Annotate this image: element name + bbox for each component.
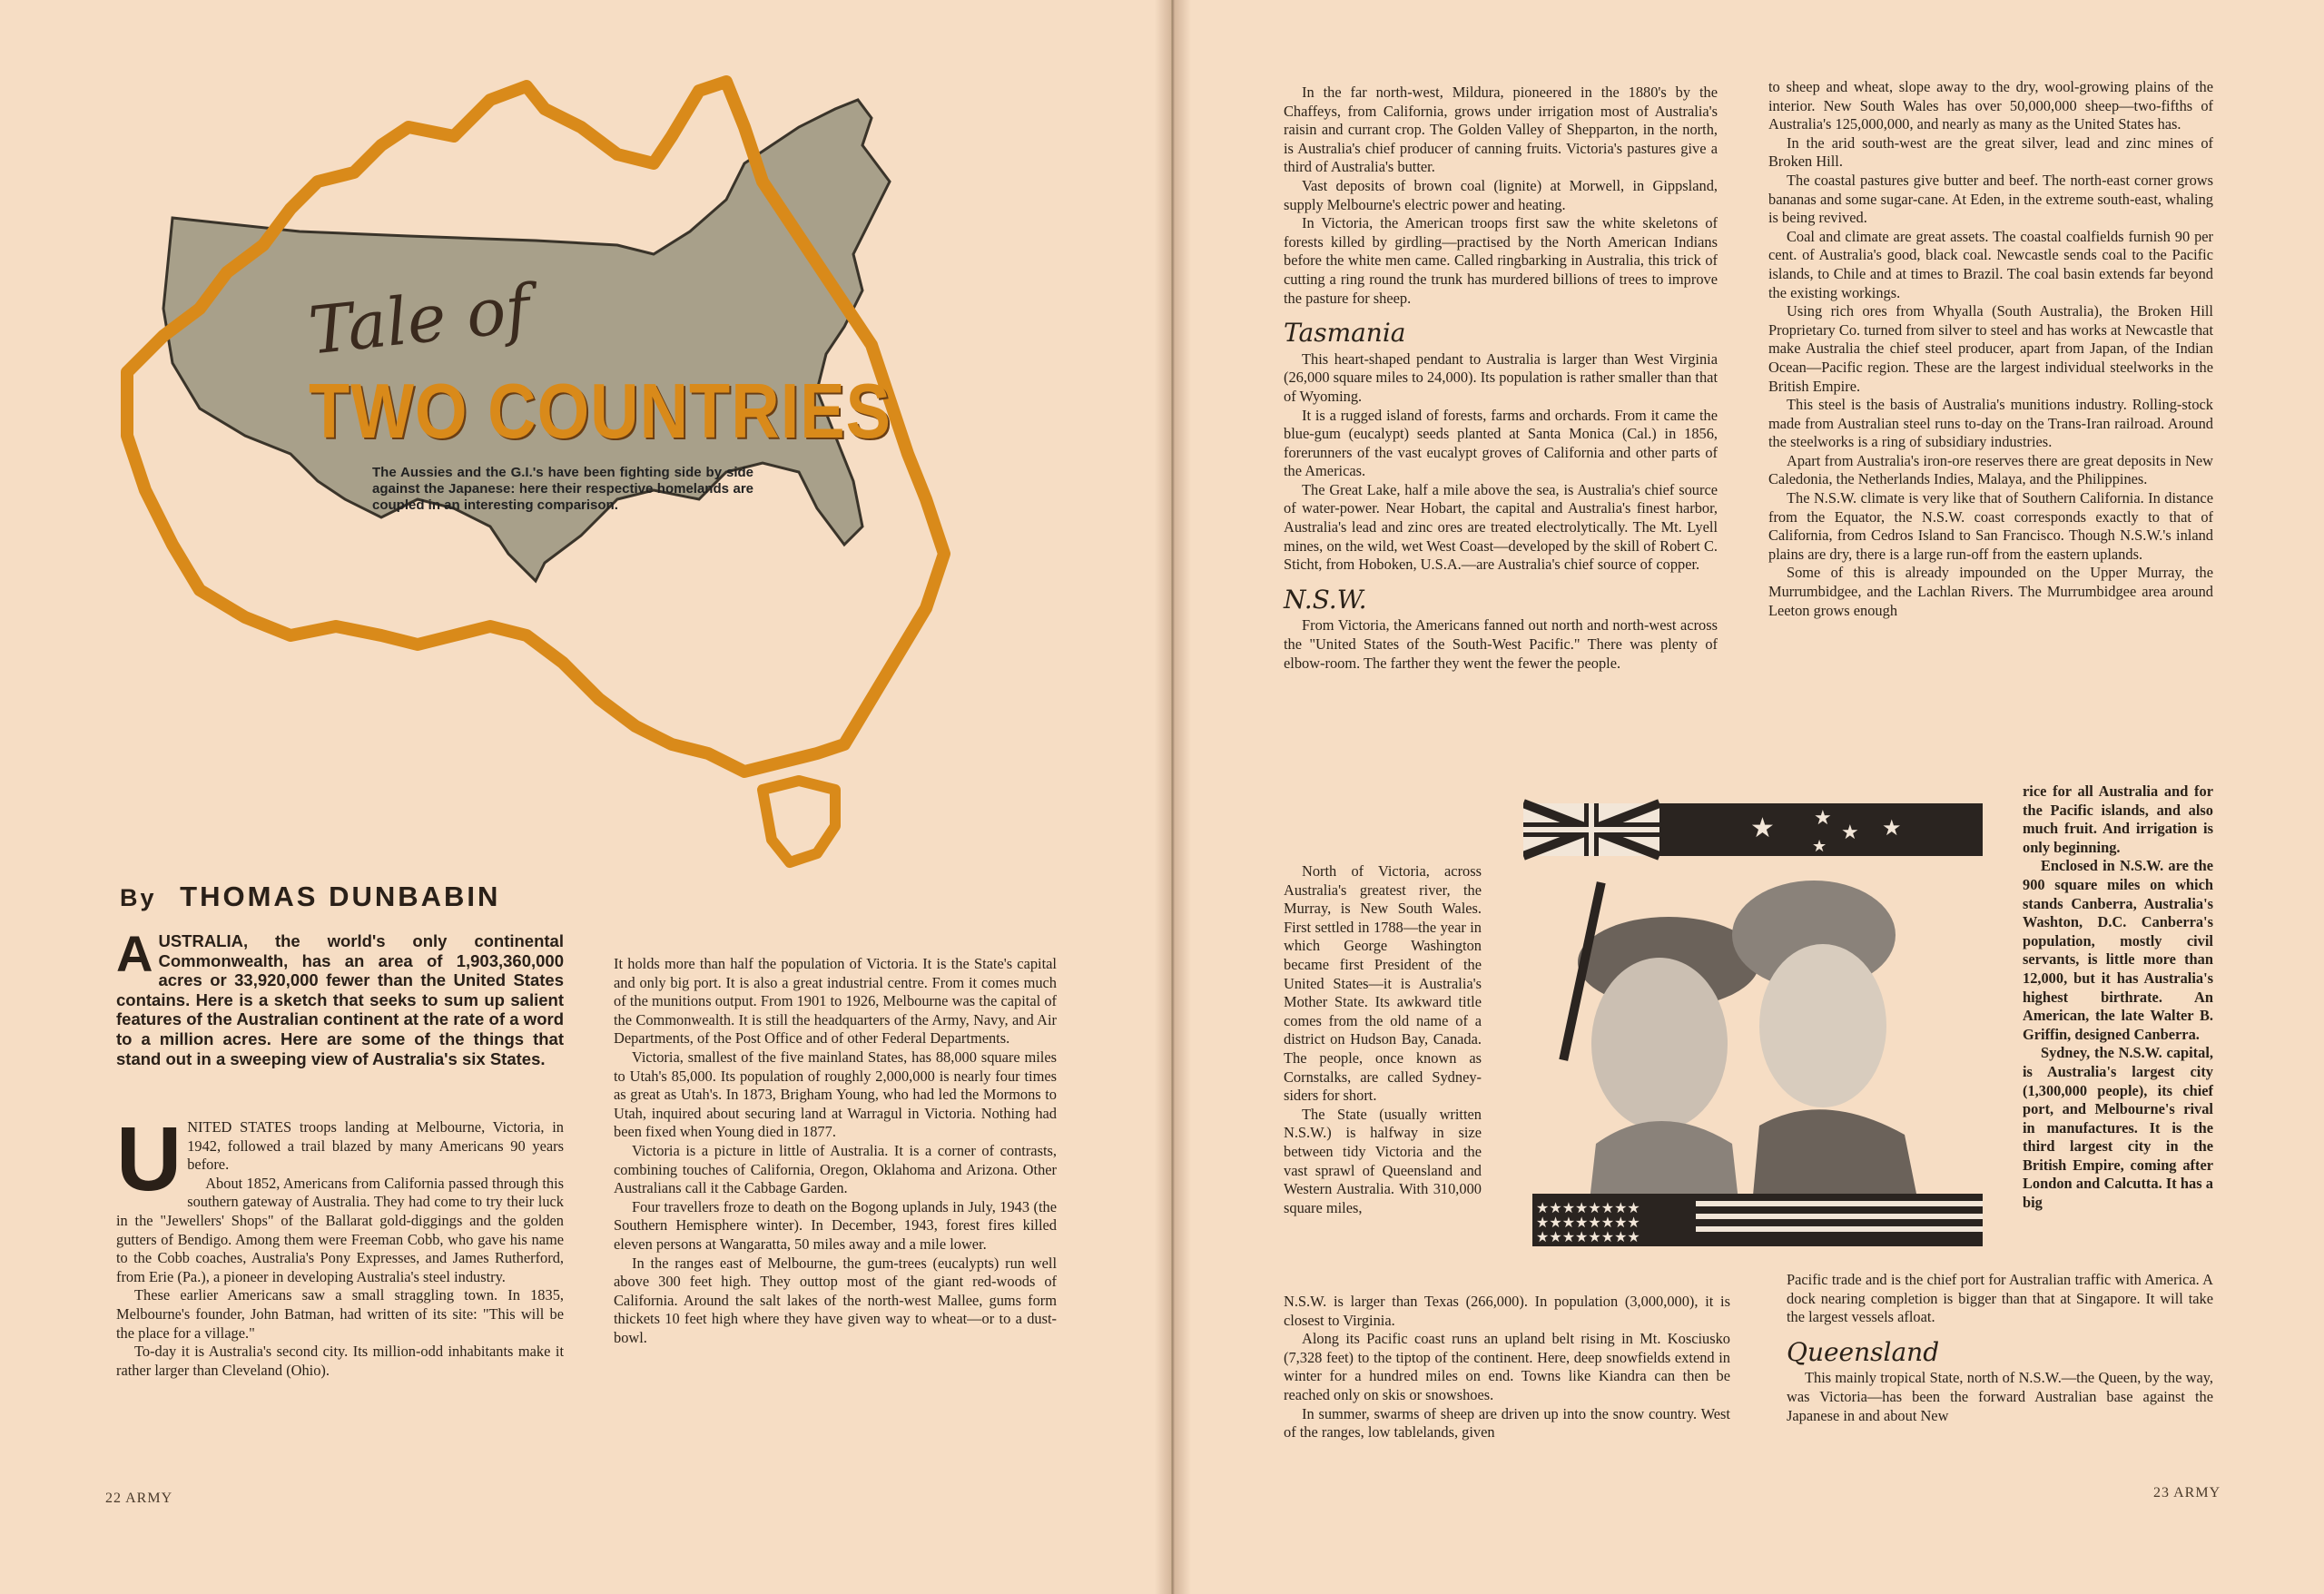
article-column-1 — [116, 1108, 564, 1380]
paragraph: These earlier Americans saw a small straggling town. In 1835, Melbourne's founder, John Batman, had written of its site: "This will be the place for a village." — [116, 1286, 564, 1342]
section-heading-queensland: Queensland — [1787, 1336, 1940, 1367]
paragraph: Coal and climate are great assets. The coastal coalfields furnish 90 per cent. of Australia's good, black coal. Newcastle sends coal to the Pacific islands, to Chile and at times to Brazil. The coal basin extends far beyond the existing workings. — [1768, 227, 2213, 301]
svg-text:★: ★ — [1750, 812, 1775, 844]
svg-text:★: ★ — [1882, 815, 1902, 841]
article-column-4-bottom — [1787, 1271, 2213, 1425]
paragraph: rice for all Australia and for the Pacific islands, and also much fruit. And irrigation is only beginning. — [2023, 782, 2213, 856]
article-column-3-bottom — [1284, 1293, 1730, 1442]
paragraph: This steel is the basis of Australia's munitions industry. Rolling-stock made from Australian steel runs to-day on the Trans-Iran railroad. Around the steelworks is a ring of subsidiary industries. — [1768, 396, 2213, 451]
paragraph: to sheep and wheat, slope away to the dry, wool-growing plains of the interior. New South Wales has over 50,000,000 sheep—two-fifths of Australia's 125,000,000, and nearly as many as the United States has. — [1768, 78, 2213, 133]
intro-text: USTRALIA, the world's only continental Commonwealth, has an area of 1,903,360,000 acres or 33,920,000 fewer than the United States contains. Here is a sketch that seeks to sum up salient features of the Australian continent at the rate of a word to a million acres. Here are some of the things that stand out in a sweeping view of Australia's six States. — [116, 931, 564, 1068]
paragraph: In the arid south-west are the great silver, lead and zinc mines of Broken Hill. — [1768, 133, 2213, 171]
svg-text:★★★★★★★★: ★★★★★★★★ — [1536, 1228, 1640, 1245]
byline — [120, 881, 500, 913]
intro-dropcap: A — [116, 925, 153, 982]
paragraph: Four travellers froze to death on the Bogong uplands in July, 1943 (the Southern Hemisphere winter). In December, 1943, forest fires killed eleven persons at Wangaratta, 50 miles away and a mile lower. — [614, 1197, 1057, 1253]
svg-text:★: ★ — [1812, 837, 1827, 856]
section-heading-nsw: N.S.W. — [1284, 584, 1367, 615]
paragraph: In summer, swarms of sheep are driven up into the snow country. West of the ranges, low tablelands, given — [1284, 1404, 1730, 1441]
paragraph: N.S.W. is larger than Texas (266,000). In population (3,000,000), it is closest to Virginia. — [1284, 1293, 1730, 1329]
paragraph: The Great Lake, half a mile above the sea, is Australia's chief source of water-power. Near Hobart, the capital and Australia's finest harbor, Australia's lead and zinc ores are treated electrolytically. The Mt. Lyell mines, on the wild, wet West Coast—developed by the skill of Robert C. Sticht, from Hoboken, U.S.A.—are Australia's chief source of copper. — [1284, 480, 1718, 574]
right-page — [1173, 0, 2324, 1594]
australian-flag-banner — [1523, 803, 1983, 856]
page-number-right: 23 ARMY — [2153, 1485, 2221, 1501]
paragraph: The N.S.W. climate is very like that of Southern California. In distance from the Equator, the N.S.W. coast corresponds exactly to that of California, from Cedros Island to San Francisco. Though N.S.W.'s inland plains are dry, there is a large run-off from the eastern uplands. — [1768, 489, 2213, 563]
paragraph: About 1852, Americans from California passed through this southern gateway of Australia. They had come to try their luck in the "Jewellers' Shops" of the Ballarat gold-diggings and the golden gutters of Bendigo. Among them were Freeman Cobb, who gave his name to the Cobb coaches, Australia's Pony Expresses, and James Rutherford, from Erie (Pa.), a pioneer in developing Australia's steel industry. — [116, 1174, 564, 1285]
illustration-soldiers — [1523, 799, 1983, 1253]
byline-author: THOMAS DUNBABIN — [180, 881, 501, 912]
paragraph: This mainly tropical State, north of N.S.W.—the Queen, by the way, was Victoria—has been the forward Australian base against the Japanese in and about New — [1787, 1369, 2213, 1424]
paragraph: To-day it is Australia's second city. Its million-odd inhabitants make it rather larger than Cleveland (Ohio). — [116, 1343, 564, 1379]
paragraph: In Victoria, the American troops first saw the white skeletons of forests killed by girdling—practised by the North American Indians before the white men came. Called ringbarking in Australia, this trick of cutting a ring round the trunk has murdered billions of trees to improve the pasture for sheep. — [1284, 214, 1718, 307]
paragraph: Vast deposits of brown coal (lignite) at Morwell, in Gippsland, supply Melbourne's electric power and heating. — [1284, 176, 1718, 213]
article-column-4-narrow — [2023, 782, 2213, 1213]
paragraph: Victoria, smallest of the five mainland States, has 88,000 square miles to Utah's 85,000. Its population of roughly 2,000,000 is nearly four times as great as Utah's. In 1873, Brigham Young, who had led the Mormons to Utah, inquired about securing land at Warragul in Victoria. Nothing had been fixed when Young died in 1877. — [614, 1048, 1057, 1141]
paragraph: The coastal pastures give butter and beef. The north-east corner grows bananas and some sugar-cane. At Eden, in the extreme south-east, whaling is being revived. — [1768, 171, 2213, 227]
col1-dropcap: U — [116, 1108, 182, 1210]
svg-text:★: ★ — [1814, 807, 1832, 830]
paragraph: In the far north-west, Mildura, pioneered in the 1880's by the Chaffeys, from California, grows under irrigation most of Australia's raisin and currant crop. The Golden Valley of Shepparton, in the north, is Australia's chief producer of canning fruits. Victoria's pastures give a third of Australia's butter. — [1284, 84, 1718, 176]
svg-text:★★★★★★★★: ★★★★★★★★ — [1536, 1199, 1640, 1216]
paragraph: North of Victoria, across Australia's greatest river, the Murray, is New South Wales. First settled in 1788—the year in which George Washington became first President of the United States—it is Australia's Mother State. Its awkward title comes from the old name of a district on Hudson Bay, Canada. The people, once known as Cornstalks, are called Sydney-siders for short. — [1284, 862, 1482, 1105]
soldiers-drawing — [1559, 881, 1923, 1225]
section-heading-tasmania: Tasmania — [1284, 318, 1406, 349]
us-flag-banner — [1532, 1194, 1983, 1246]
paragraph: Along its Pacific coast runs an upland belt rising in Mt. Kosciusko (7,328 feet) to the tiptop of the continent. Here, deep snowfields extend in winter for a hundred miles on end. Towns like Kiandra can then be reached only on skis or snowshoes. — [1284, 1330, 1730, 1403]
subtitle: The Aussies and the G.I.'s have been fighting side by side against the Japanese: here their respective homelands are coupled in an interesting comparison. — [372, 465, 753, 513]
paragraph: Using rich ores from Whyalla (South Australia), the Broken Hill Proprietary Co. turned from silver to steel and has works at Newcastle that make Australia the chief steel producer, apart from Japan, of the Indian Ocean—Pacific region. These are the largest individual steelworks in the British Empire. — [1768, 302, 2213, 395]
paragraph: This heart-shaped pendant to Australia is larger than West Virginia (26,000 square miles to 24,000). Its population is rather smaller than that of Wyoming. — [1284, 349, 1718, 405]
svg-text:★: ★ — [1841, 822, 1859, 844]
paragraph: In the ranges east of Melbourne, the gum-trees (eucalypts) run well above 300 feet high. They outtop most of the giant red-woods of California. Around the salt lakes of the north-west Mallee, gums form thickets 10 feet high where they have given way to wheat—or to a dust-bowl. — [614, 1254, 1057, 1346]
paragraph: It holds more than half the population of Victoria. It is the State's capital and only big port. It is also a great industrial centre. From it comes much of the munitions output. From 1901 to 1926, Melbourne was the capital of the Commonwealth. It is still the headquarters of the Army, Navy, and Air Departments, of the Post Office and of other Federal Departments. — [614, 955, 1057, 1048]
page-number-left: 22 ARMY — [105, 1491, 173, 1506]
paragraph: Sydney, the N.S.W. capital, is Australia's largest city (1,300,000 people), its chief port, and Melbourne's rival in manufactures. It is the third largest city in the British Empire, coming after London and Calcutta. It has a big — [2023, 1044, 2213, 1212]
paragraph: It is a rugged island of forests, farms and orchards. From it came the blue-gum (eucalypt) seeds planted at Santa Monica (Cal.) in 1856, forerunners of the vast eucalypt groves of California and other parts of the Americas. — [1284, 406, 1718, 480]
article-column-3 — [1284, 84, 1718, 673]
title-two-countries: TWO COUNTRIES — [309, 367, 891, 455]
tasmania-outline — [763, 781, 835, 862]
article-column-2 — [614, 955, 1057, 1347]
paragraph: Victoria is a picture in little of Australia. It is a corner of contrasts, combining touches of California, Oregon, Oklahoma and Arizona. Other Australians call it the Cabbage Garden. — [614, 1141, 1057, 1197]
paragraph: Enclosed in N.S.W. are the 900 square miles on which stands Canberra, Australia's Washton, D.C. Canberra's population, mostly civil servants, is little more than 12,000, but it has Australia's highest birthrate. An American, the late Walter B. Griffin, designed Canberra. — [2023, 857, 2213, 1043]
paragraph: The State (usually written N.S.W.) is halfway in size between tidy Victoria and the vast sprawl of Queensland and Western Australia. With 310,000 square miles, — [1284, 1105, 1482, 1216]
paragraph: Some of this is already impounded on the Upper Murray, the Murrumbidgee, and the Lachlan Rivers. The Murrumbidgee area around Leeton grows enough — [1768, 564, 2213, 619]
svg-text:★★★★★★★★: ★★★★★★★★ — [1536, 1214, 1640, 1231]
col1-first-text: NITED STATES troops landing at Melbourne, Victoria, in 1942, followed a trail blazed by many Americans 90 years before. — [187, 1118, 564, 1174]
paragraph: Apart from Australia's iron-ore reserves there are great deposits in New Caledonia, the Netherlands Indies, Malaya, and the Philippines. — [1768, 451, 2213, 488]
article-column-4 — [1768, 78, 2213, 620]
title-tale-of: Tale of — [305, 270, 534, 369]
article-column-3-narrow — [1284, 862, 1482, 1217]
book-gutter — [1155, 0, 1191, 1594]
byline-by: By — [120, 884, 157, 911]
paragraph — [116, 1108, 564, 1210]
intro-paragraph — [116, 925, 564, 1068]
paragraph: Pacific trade and is the chief port for Australian traffic with America. A dock nearing completion is bigger than that at Singapore. It will take the largest vessels afloat. — [1787, 1271, 2213, 1326]
paragraph: From Victoria, the Americans fanned out north and north-west across the "United States of the South-West Pacific." There was plenty of elbow-room. The farther they went the fewer the people. — [1284, 616, 1718, 672]
